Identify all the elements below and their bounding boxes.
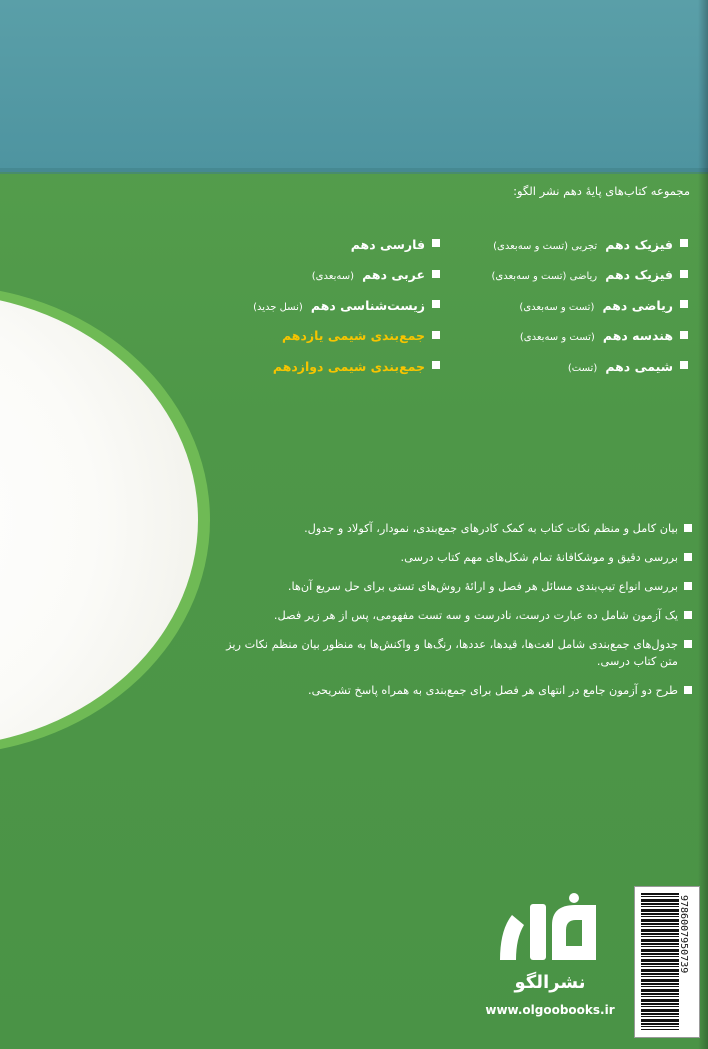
- isbn-barcode: [634, 886, 700, 1038]
- book-item: [408, 350, 688, 381]
- square-bullet-icon: [684, 611, 692, 619]
- square-bullet-icon: [432, 361, 440, 369]
- feature-text: یک آزمون شامل ده عبارت درست، نادرست و سه تست مفهومی، پس از هر زیر فصل.: [273, 609, 678, 622]
- book-title: فیزیک دهم: [605, 267, 673, 283]
- book-title: ریاضی دهم: [602, 297, 673, 313]
- square-bullet-icon: [680, 239, 688, 247]
- feature-item: [202, 636, 692, 670]
- feature-item: [202, 520, 692, 537]
- website-url: www.olgoobooks.ir: [485, 1003, 615, 1017]
- square-bullet-icon: [432, 239, 440, 247]
- barcode-number: 9786007950739: [678, 895, 689, 974]
- feature-item: [202, 607, 692, 624]
- top-teal-band: [0, 0, 708, 172]
- book-title-highlight: جمع‌بندی شیمی دوازدهم: [272, 358, 425, 374]
- feature-text: بررسی دقیق و موشکافانهٔ تمام شکل‌های مهم کتاب درسی.: [400, 551, 678, 564]
- book-title: هندسه دهم: [602, 328, 673, 344]
- book-item: [230, 228, 440, 259]
- book-item: [408, 289, 688, 320]
- book-title: عربی دهم: [362, 267, 425, 283]
- book-list-left: [230, 228, 440, 381]
- book-item: [230, 350, 440, 381]
- book-item: [408, 228, 688, 259]
- square-bullet-icon: [680, 300, 688, 308]
- book-item: [408, 320, 688, 351]
- book-note: ریاضی (تست و سه‌بعدی): [491, 271, 598, 283]
- feature-item: [202, 549, 692, 566]
- feature-text: بررسی انواع تیپ‌بندی مسائل هر فصل و ارائهٔ روش‌های تستی برای حل سریع آن‌ها.: [287, 580, 678, 593]
- feature-text: طرح دو آزمون جامع در انتهای هر فصل برای جمع‌بندی به همراه پاسخ تشریحی.: [308, 684, 678, 697]
- book-title: زیست‌شناسی دهم: [310, 297, 425, 313]
- book-note: (تست و سه‌بعدی): [519, 301, 595, 313]
- book-note: (تست و سه‌بعدی): [519, 332, 595, 344]
- book-title: فارسی دهم: [350, 236, 425, 252]
- feature-item: [202, 682, 692, 699]
- square-bullet-icon: [684, 582, 692, 590]
- book-title: شیمی دهم: [605, 358, 673, 374]
- square-bullet-icon: [684, 553, 692, 561]
- square-bullet-icon: [432, 300, 440, 308]
- square-bullet-icon: [684, 686, 692, 694]
- book-item: [230, 259, 440, 290]
- book-note: (تست): [567, 362, 598, 374]
- square-bullet-icon: [432, 331, 440, 339]
- feature-text: جدول‌های جمع‌بندی شامل لغت‌ها، قیدها، عددها، رنگ‌ها و واکنش‌ها به منظور بیان منظم نکات ریز متن کتاب درسی.: [226, 638, 678, 668]
- square-bullet-icon: [680, 361, 688, 369]
- book-title: فیزیک دهم: [605, 236, 673, 252]
- decorative-white-circle: [0, 293, 198, 747]
- olgoo-logo-icon: [490, 890, 610, 972]
- series-title: مجموعه کتاب‌های پایهٔ دهم نشر الگو:: [513, 184, 690, 198]
- feature-list: [202, 520, 692, 711]
- book-note: (سه‌بعدی): [311, 271, 355, 283]
- square-bullet-icon: [680, 270, 688, 278]
- feature-text: بیان کامل و منظم نکات کتاب به کمک کادرهای جمع‌بندی، نمودار، آکولاد و جدول.: [304, 522, 678, 535]
- square-bullet-icon: [684, 640, 692, 648]
- book-note: تجربی (تست و سه‌بعدی): [493, 240, 598, 252]
- book-list-right: [408, 228, 688, 381]
- feature-item: [202, 578, 692, 595]
- book-title-highlight: جمع‌بندی شیمی یازدهم: [282, 328, 425, 344]
- band-divider: [0, 168, 708, 174]
- book-item: [230, 289, 440, 320]
- square-bullet-icon: [432, 270, 440, 278]
- book-item: [230, 320, 440, 351]
- square-bullet-icon: [680, 331, 688, 339]
- publisher-name: نشرالگو: [514, 972, 586, 993]
- book-note: (نسل جدید): [253, 301, 303, 313]
- book-item: [408, 259, 688, 290]
- square-bullet-icon: [684, 524, 692, 532]
